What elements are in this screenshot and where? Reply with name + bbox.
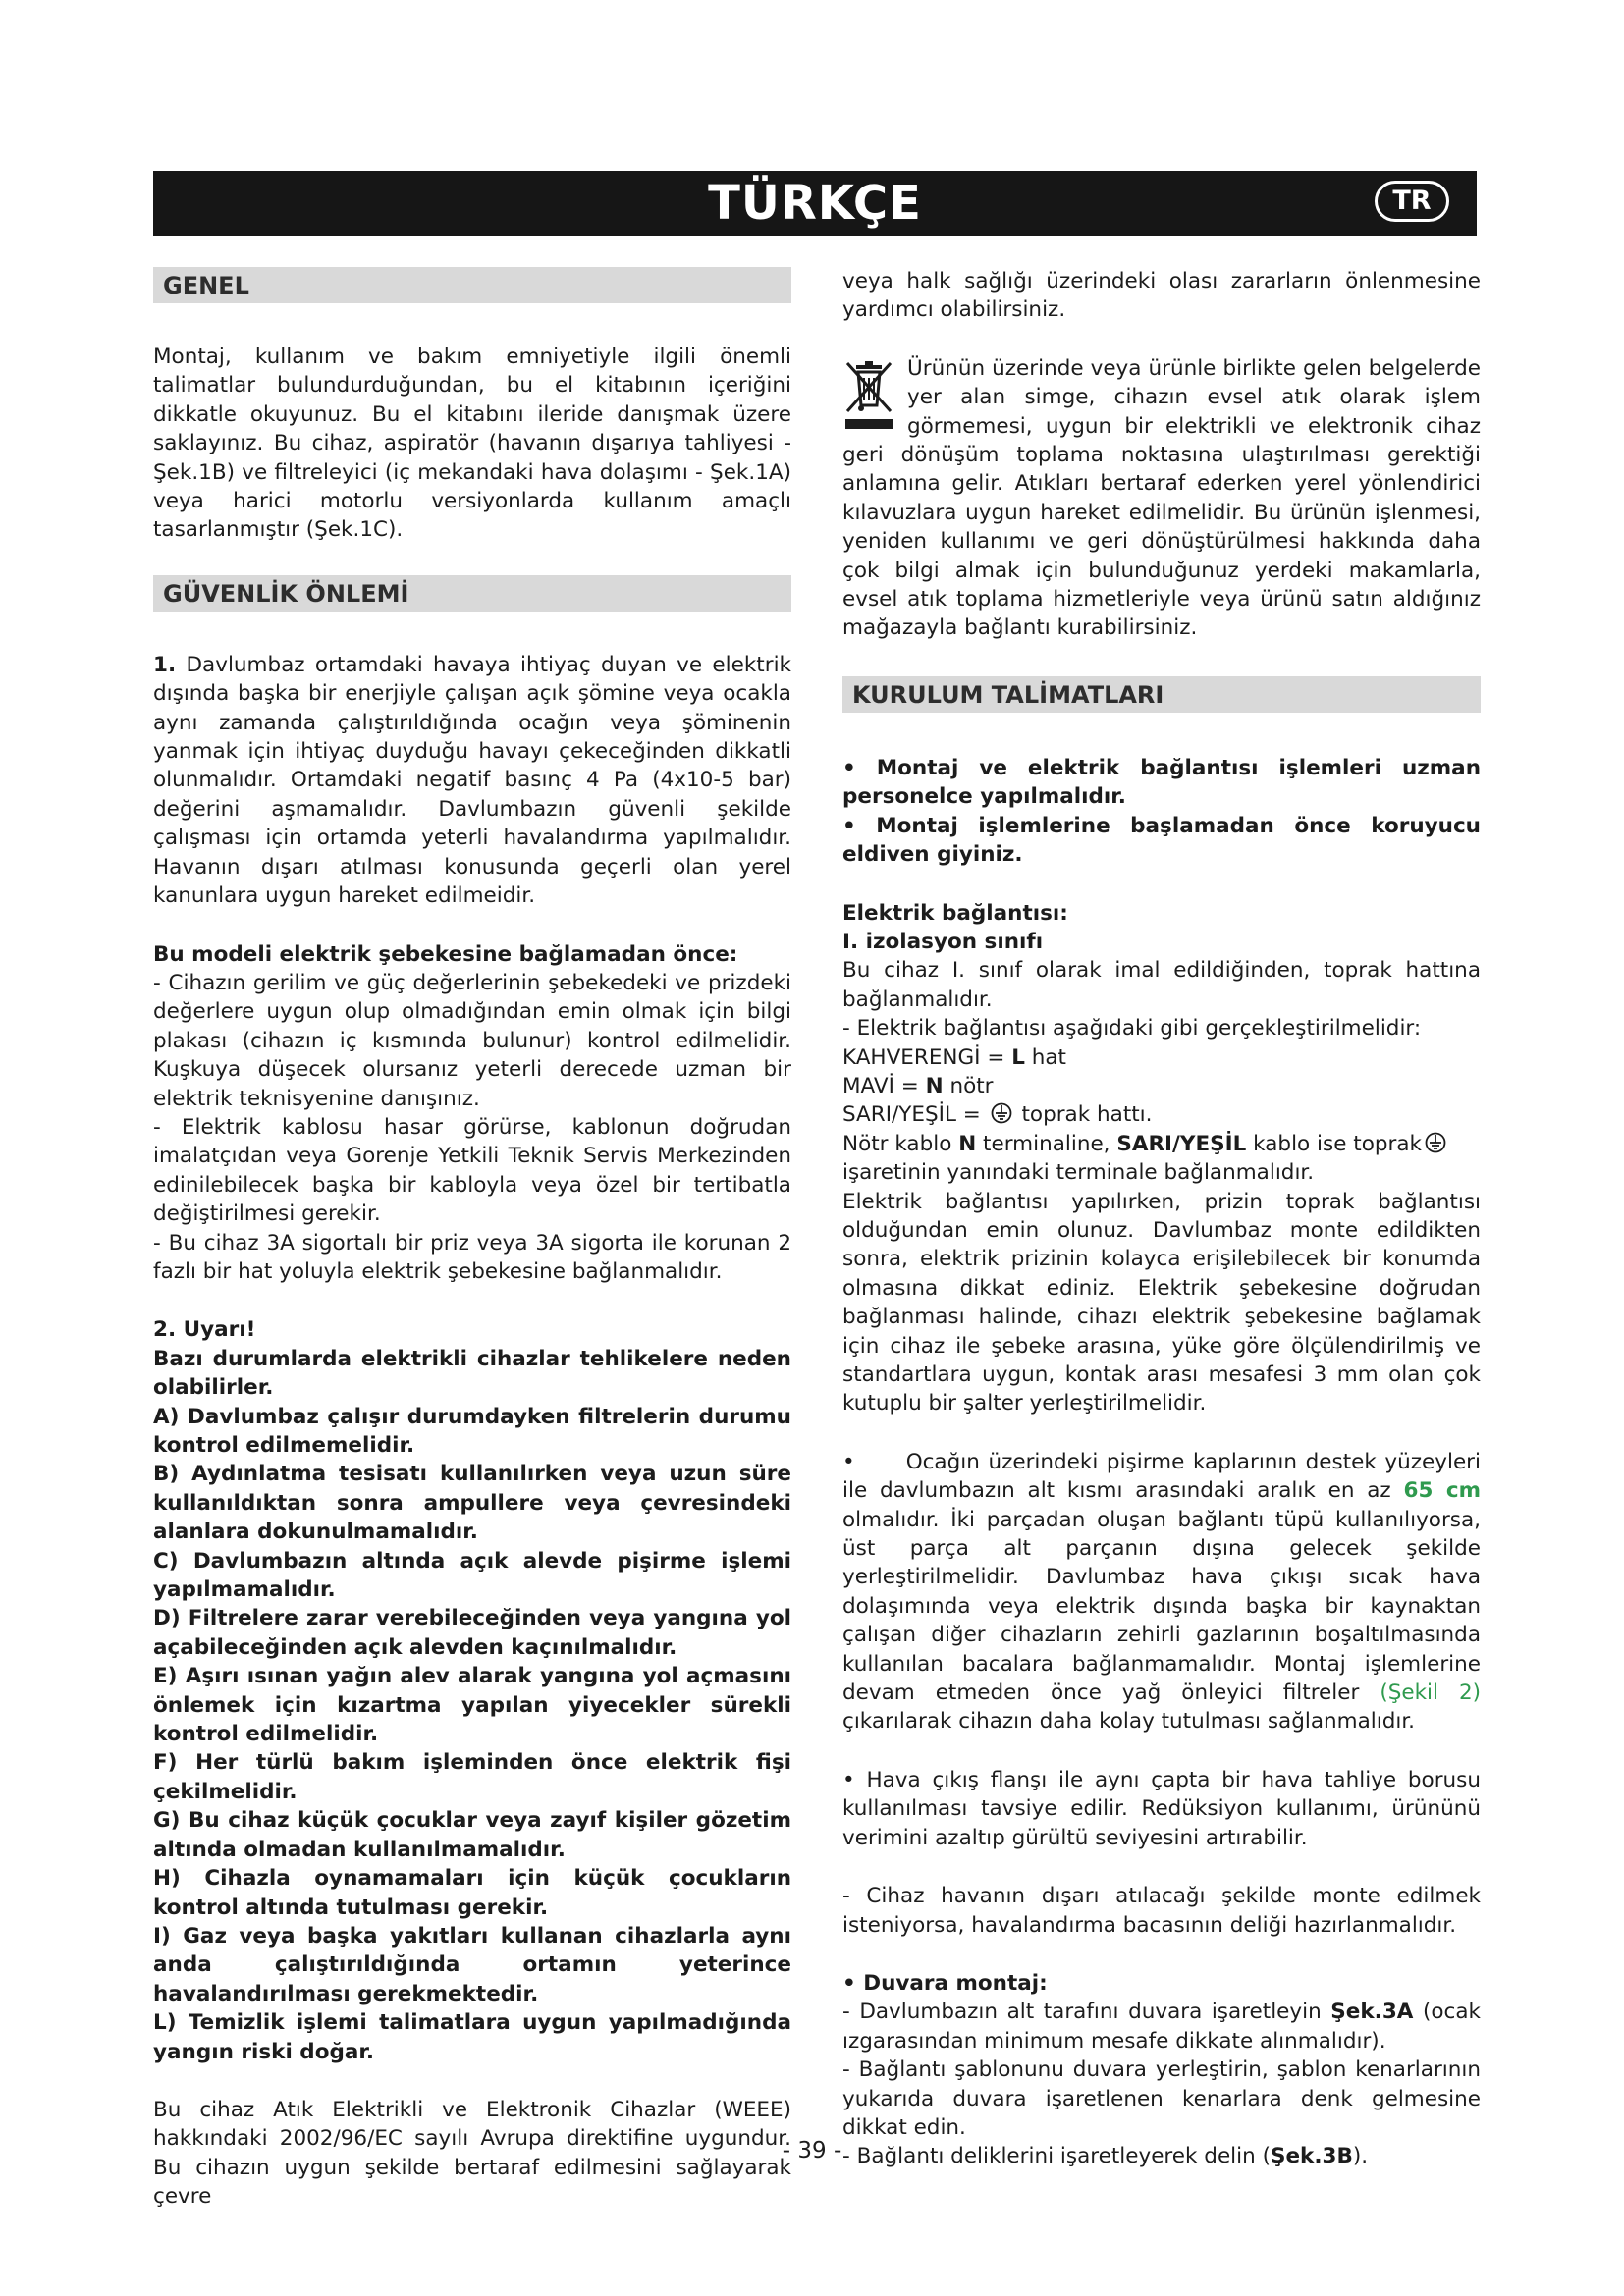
warning-item-a: A) Davlumbaz çalışır durumdayken filtrelerin durumu kontrol edilmemelidir. bbox=[153, 1404, 791, 1458]
wire-brown-desc: hat bbox=[1024, 1044, 1066, 1070]
warning-item-e: E) Aşırı ısınan yağın alev alarak yangına yol açmasını önlemek için kızartma yapılan yiyecekler sürekli kontrol edilmelidir. bbox=[153, 1664, 791, 1747]
minimum-distance: 65 cm bbox=[1403, 1478, 1481, 1504]
neutral-text-c: kablo ise toprak bbox=[1246, 1131, 1422, 1156]
grounding-paragraph: Bu cihaz I. sınıf olarak imal edildiğinden, toprak hattına bağlanmalıdır. bbox=[842, 958, 1481, 1012]
wire-brown-value: L bbox=[1011, 1044, 1025, 1070]
wire-yellow-green-desc: toprak hattı. bbox=[1014, 1102, 1153, 1128]
section-heading-kurulum: KURULUM TALİMATLARI bbox=[842, 676, 1481, 713]
warning-intro: Bazı durumlarda elektrikli cihazlar tehlikelere neden olabilirler. bbox=[153, 1346, 791, 1401]
right-column bbox=[842, 267, 1481, 2171]
wire-brown-label: KAHVERENGİ = bbox=[842, 1044, 1012, 1070]
warning-item-h: H) Cihazla oynamamaları için küçük çocukların kontrol altında tutulması gerekir. bbox=[153, 1866, 791, 1920]
wire-blue-desc: nötr bbox=[943, 1073, 994, 1098]
figure-reference-3b: Şek.3B bbox=[1270, 2144, 1353, 2169]
wall-mount-step-1 bbox=[842, 1998, 1481, 2056]
neutral-terminal: N bbox=[958, 1131, 977, 1156]
yellow-green-wire: SARI/YEŞİL bbox=[1116, 1131, 1247, 1156]
earth-ground-icon bbox=[991, 1102, 1012, 1124]
warning-item-b: B) Aydınlatma tesisatı kullanılırken veya uzun süre kullanıldıktan sonra ampullere veya çevresindeki alanlara dokunulmamalıdır. bbox=[153, 1462, 791, 1545]
section-heading-genel: GENEL bbox=[153, 267, 791, 303]
weee-disposal-block bbox=[842, 354, 1481, 643]
weee-directive-paragraph: Bu cihaz Atık Elektrikli ve Elektronik Cihazlar (WEEE) hakkındaki 2002/96/EC sayılı Avrupa direktifine uygundur. Bu cihazın uygun şekilde bertaraf edilmesini sağlayarak çevre bbox=[153, 2097, 791, 2210]
cooktop-distance-paragraph bbox=[842, 1448, 1481, 1736]
connection-note-2: - Elektrik kablosu hasar görürse, kablonun doğrudan imalatçıdan veya Gorenje Yetkili Teknik Servis Merkezinden edinilebilecek başka bir kabloyla veya özel bir tertibatla değiştirilmesi gerekir. bbox=[153, 1114, 791, 1227]
duct-hole-paragraph: - Cihaz havanın dışarı atılacağı şekilde monte edilmek isteniyorsa, havalandırma bacasının deliği hazırlanmalıdır. bbox=[842, 1884, 1481, 1938]
warning-item-c: C) Davlumbazın altında açık alevde pişirme işlemi yapılmamalıdır. bbox=[153, 1548, 791, 1603]
wall-mounting-title: • Duvara montaj: bbox=[842, 1970, 1048, 1996]
section-heading-guvenlik: GÜVENLİK ÖNLEMİ bbox=[153, 575, 791, 612]
figure-reference-3a: Şek.3A bbox=[1330, 2000, 1414, 2025]
weee-disposal-text: Ürünün üzerinde veya ürünle birlikte gelen belgelerde yer alan simge, cihazın evsel atık olarak işlem görmemesi, uygun bir elektrikli ve elektronik cihaz geri dönüşüm toplama noktasına ulaştırılması gerektiği anlamına gelir. Atıkları bertaraf ederken yerel yönlendirici kılavuzlara uygun hareket edilmelidir. Bu ürünün işlenmesi, yeniden kullanımı ve geri dönüştürülmesi hakkında daha çok bilgi almak için bulunduğunuz yerdeki makamlarla, evsel atık toplama hizmetleriyle veya ürünü satın aldığınız mağazayla bağlantı kurabilirsiniz. bbox=[842, 355, 1481, 641]
step-1-text-b: (ocak ızgarasından minimum mesafe dikkate alınmalıdır). bbox=[842, 2000, 1481, 2054]
install-bullet-1: • Montaj ve elektrik bağlantısı işlemleri uzman personelce yapılmalıdır. bbox=[842, 755, 1481, 810]
paragraph-number: 1. bbox=[153, 652, 177, 677]
distance-text-c: çıkarılarak cihazın daha kolay tutulması sağlanmalıdır. bbox=[842, 1709, 1416, 1735]
socket-grounding-paragraph: Elektrik bağlantısı yapılırken, prizin toprak bağlantısı olduğundan emin olunuz. Davlumbaz monte edildikten sonra, elektrik prizinin kolayca erişilebilecek bir konumda olmasına dikkat ediniz. Elektrik şebekesine doğrudan bağlanması halinde, cihazı elektrik şebekesine bağlamak için cihaz ile şebeke arasına, yüke göre ölçülendirilmiş ve standartlara uygun, kontak arası mesafesi 3 mm olan çok kutuplu bir şalter yerleştirilmelidir. bbox=[842, 1189, 1481, 1416]
page-number: - 39 - bbox=[782, 2138, 842, 2163]
left-column bbox=[153, 267, 791, 2212]
warning-item-d: D) Filtrelere zarar verebileceğinden veya yangına yol açabileceğinden açık alevden kaçınılmalıdır. bbox=[153, 1606, 791, 1660]
connection-note-3: - Bu cihaz 3A sigortalı bir priz veya 3A sigorta ile korunan 2 fazlı bir hat yoluyla elektrik şebekesine bağlanmalıdır. bbox=[153, 1230, 791, 1284]
wire-blue-value: N bbox=[925, 1073, 944, 1098]
warning-item-f: F) Her türlü bakım işleminden önce elektrik fişi çekilmelidir. bbox=[153, 1750, 791, 1804]
wire-blue bbox=[842, 1072, 1481, 1100]
genel-paragraph: Montaj, kullanım ve bakım emniyetiyle ilgili önemli talimatlar bulundurduğundan, bu el kitabının içeriğini dikkatle okuyunuz. Bu el kitabını ileride danışmak üzere saklayınız. Bu cihaz, aspiratör (havanın dışarıya tahliyesi - Şek.1B) ve filtreleyici (iç mekandaki hava dolaşımı - Şek.1A) veya harici motorlu versiyonlarda kullanım amaçlı tasarlanmıştır (Şek.1C). bbox=[153, 345, 791, 543]
crossed-out-bin-icon bbox=[842, 360, 895, 431]
neutral-text-d: işaretinin yanındaki terminale bağlanmalıdır. bbox=[842, 1160, 1315, 1186]
bullet: • bbox=[842, 1449, 855, 1474]
step-3-text-b: ). bbox=[1352, 2144, 1369, 2169]
warning-item-l: L) Temizlik işlemi talimatlara uygun yapılmadığında yangın riski doğar. bbox=[153, 2010, 791, 2064]
warning-item-g: G) Bu cihaz küçük çocuklar veya zayıf kişiler gözetim altında olmadan kullanılmamalıdır. bbox=[153, 1808, 791, 1862]
neutral-text-b: terminaline, bbox=[976, 1131, 1117, 1156]
earth-ground-icon bbox=[1425, 1132, 1446, 1153]
flange-paragraph: • Hava çıkış flanşı ile aynı çapta bir hava tahliye borusu kullanılması tavsiye edilir. Redüksiyon kullanımı, ürününü verimini azaltıp gürültü seviyesini artırabilir. bbox=[842, 1767, 1481, 1850]
warning-item-i: I) Gaz veya başka yakıtları kullanan cihazlarla aynı anda çalıştırıldığında ortamın yeterince havalandırılması gerekmektedir. bbox=[153, 1923, 791, 2006]
wire-yellow-green bbox=[842, 1100, 1481, 1129]
guvenlik-paragraph-1 bbox=[153, 651, 791, 911]
wall-mount-step-2: - Bağlantı şablonunu duvara yerleştirin, şablon kenarlarının yukarıda duvara işaretlenen kenarlara denk gelmesine dikkat edin. bbox=[842, 2057, 1481, 2140]
language-title: TÜRKÇE bbox=[708, 176, 922, 231]
insulation-class-title: I. izolasyon sınıfı bbox=[842, 929, 1044, 954]
connection-note-1: - Cihazın gerilim ve güç değerlerinin şebekedeki ve prizdeki değerlere uygun olup olmadığından emin olmak için bilgi plakası (cihazın iç kısmında bulunur) kontrol edilmelidir. Kuşkuya düşecek olursanız yeterli derecede uzman bir elektrik teknisyenine danışınız. bbox=[153, 970, 791, 1111]
wire-yellow-green-label: SARI/YEŞİL = bbox=[842, 1102, 988, 1128]
neutral-wire-paragraph bbox=[842, 1130, 1481, 1188]
neutral-text-a: Nötr kablo bbox=[842, 1131, 959, 1156]
connection-instruction: - Elektrik bağlantısı aşağıdaki gibi gerçekleştirilmelidir: bbox=[842, 1016, 1422, 1041]
figure-reference-2: (Şekil 2) bbox=[1380, 1681, 1482, 1706]
continuation-paragraph: veya halk sağlığı üzerindeki olası zararların önlenmesine yardımcı olabilirsiniz. bbox=[842, 269, 1481, 323]
language-banner bbox=[153, 171, 1477, 236]
wire-blue-label: MAVİ = bbox=[842, 1073, 926, 1098]
language-badge: TR bbox=[1375, 181, 1449, 222]
distance-text-a: Ocağın üzerindeki pişirme kaplarının destek yüzeyleri ile davlumbazın alt kısmı arasındaki aralık en az bbox=[842, 1449, 1481, 1504]
connection-subheading: Bu modeli elektrik şebekesine bağlamadan önce: bbox=[153, 941, 738, 967]
wire-brown bbox=[842, 1043, 1481, 1072]
guvenlik-text: Davlumbaz ortamdaki havaya ihtiyaç duyan ve elektrik dışında başka bir enerjiyle çalışan açık şömine veya ocakla aynı zamanda çalıştırıldığında ocağın veya şöminenin yanmak için ihtiyaç duyduğu havayı çekeceğinden dikkatli olunmalıdır. Ortamdaki negatif basınç 4 Pa (4x10-5 bar) değerini aşmamalıdır. Davlumbazın güvenli şekilde çalışması için ortamda yeterli havalandırma yapılmalıdır. Havanın dışarı atılması konusunda geçerli olan yerel kanunlara uygun hareket edilmeidir. bbox=[153, 652, 792, 909]
electrical-connection-title: Elektrik bağlantısı: bbox=[842, 900, 1068, 926]
step-3-text-a: - Bağlantı deliklerini işaretleyerek delin ( bbox=[842, 2144, 1271, 2169]
step-1-text-a: - Davlumbazın alt tarafını duvara işaretleyin bbox=[842, 2000, 1331, 2025]
install-bullet-2: • Montaj işlemlerine başlamadan önce koruyucu eldiven giyiniz. bbox=[842, 813, 1481, 868]
warning-title: 2. Uyarı! bbox=[153, 1317, 256, 1343]
distance-text-b: olmalıdır. İki parçadan oluşan bağlantı tüpü kullanılıyorsa, üst parça alt parçanın dışına gelecek şekilde yerleştirilmelidir. Davlumbaz hava çıkışı sıcak hava dolaşımında veya elektrik dışında başka bir kaynaktan çalışan diğer cihazların zehirli gazlarının boşaltılmasında kullanılan bacalara bağlanmamalıdır. Montaj işlemlerine devam etmeden önce yağ önleyici filtreler bbox=[842, 1507, 1481, 1706]
